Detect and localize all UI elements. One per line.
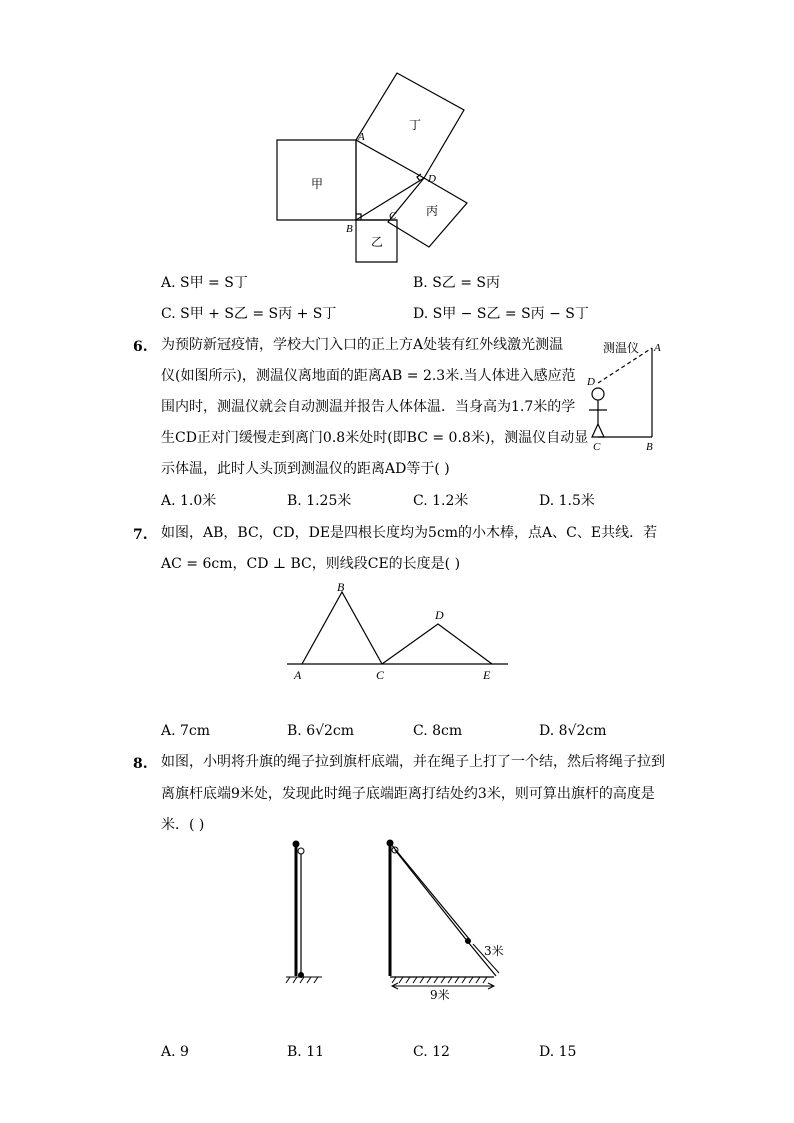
label-bing: 丙: [426, 204, 439, 218]
q7-number: 7.: [133, 527, 148, 543]
point-a: A: [654, 342, 661, 354]
q8-option-b[interactable]: B. 11: [287, 1044, 325, 1060]
stick-cd-de: [382, 624, 492, 664]
point-b: B: [646, 441, 653, 453]
point-b: B: [337, 580, 345, 594]
label-yi: 乙: [371, 235, 384, 249]
q6-stem-line-2: 仪(如图所示)，测温仪离地面的距离AB = 2.3米.当人体进入感应范: [161, 368, 576, 384]
q5-option-b[interactable]: B. S乙 = S丙: [413, 275, 501, 291]
stick-ab-bc: [302, 592, 382, 664]
label-jia: 甲: [311, 177, 324, 191]
q7-option-c[interactable]: C. 8cm: [413, 723, 463, 739]
q8-stem-line-1: 如图，小明将升旗的绳子拉到旗杆底端，并在绳子上打了一个结，然后将绳子拉到: [161, 754, 665, 770]
q7-option-d[interactable]: D. 8√2cm: [539, 723, 607, 739]
thermometer-figure: [580, 335, 680, 455]
q8-option-c[interactable]: C. 12: [413, 1044, 450, 1060]
q8-option-d[interactable]: D. 15: [539, 1044, 577, 1060]
q7-stem-line-2: AC = 6cm，CD ⊥ BC，则线段CE的长度是( ): [161, 556, 461, 572]
q5-option-d[interactable]: D. S甲 − S乙 = S丙 − S丁: [413, 306, 589, 322]
q8-stem-line-3: 米．( ): [161, 817, 205, 833]
q6-option-b[interactable]: B. 1.25米: [287, 493, 352, 509]
q5-option-a[interactable]: A. S甲 = S丁: [161, 275, 248, 291]
point-c: C: [389, 210, 397, 222]
label-9m: 9米: [430, 988, 450, 1002]
point-c: C: [593, 441, 601, 453]
q6-stem-line-3: 围内时，测温仪就会自动测温并报告人体体温．当身高为1.7米的学: [161, 399, 576, 415]
q6-number: 6.: [133, 339, 148, 355]
q6-stem-line-1: 为预防新冠疫情，学校大门入口的正上方A处装有红外线激光测温: [161, 337, 564, 353]
q7-option-b[interactable]: B. 6√2cm: [287, 723, 355, 739]
point-d: D: [587, 376, 595, 388]
q7-stem-line-1: 如图，AB，BC，CD，DE是四根长度均为5cm的小木棒，点A、C、E共线．若: [161, 525, 658, 541]
q6-stem-line-4: 生CD正对门缓慢走到离门0.8米处时(即BC = 0.8米)，测温仪自动显: [161, 430, 589, 446]
thermometer-label: 测温仪: [603, 341, 640, 355]
flagpole-figure: [280, 835, 505, 1005]
squares-figure: [270, 68, 480, 268]
q8-stem-line-2: 离旗杆底端9米处，发现此时绳子底端距离打结处约3米，则可算出旗杆的高度是: [161, 786, 655, 802]
point-d: D: [428, 173, 436, 185]
point-a: A: [294, 668, 302, 682]
point-d: D: [435, 608, 444, 622]
q8-option-a[interactable]: A. 9: [161, 1044, 189, 1060]
person-legs: [592, 424, 604, 437]
q6-stem-line-5: 示体温，此时人头顶到测温仪的距离AD等于( ): [161, 461, 450, 477]
q6-option-c[interactable]: C. 1.2米: [413, 493, 469, 509]
sticks-figure: [280, 578, 515, 683]
point-e: E: [483, 668, 491, 682]
q8-number: 8.: [133, 756, 148, 772]
flagpole-right: [387, 840, 499, 989]
q7-option-a[interactable]: A. 7cm: [161, 723, 211, 739]
point-b: B: [346, 223, 353, 235]
q5-option-c[interactable]: C. S甲 + S乙 = S丙 + S丁: [161, 306, 337, 322]
flagpole-left: [286, 841, 322, 983]
knot: [466, 939, 471, 944]
q6-option-a[interactable]: A. 1.0米: [161, 493, 217, 509]
person-head: [592, 388, 604, 400]
point-a: A: [358, 131, 365, 143]
label-ding: 丁: [409, 118, 422, 132]
label-3m: 3米: [484, 944, 504, 958]
point-c: C: [376, 668, 385, 682]
q6-option-d[interactable]: D. 1.5米: [539, 493, 595, 509]
